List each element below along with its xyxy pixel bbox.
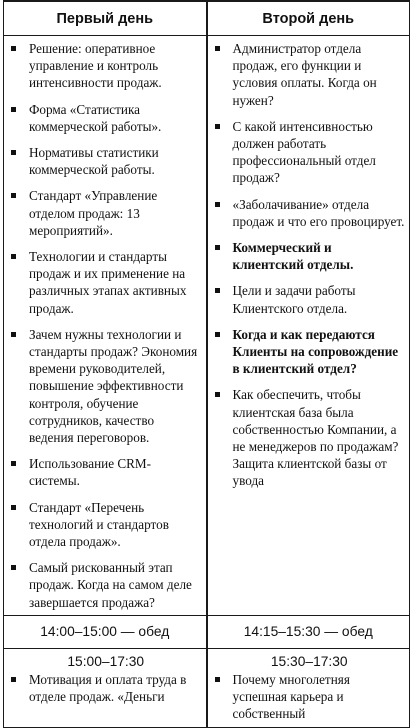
- day1-lunch: 14:00–15:00 — обед: [4, 615, 207, 648]
- list-item: [214, 196, 406, 230]
- list-item-text: Как обеспечить, чтобы клиентская база была собственностью Компании, а не менеджеров по продажам?: [232, 387, 399, 455]
- day2-lunch: 14:15–15:30 — обед: [207, 615, 410, 648]
- morning-row: [4, 36, 410, 616]
- square-bullet-icon: [11, 505, 16, 510]
- list-item-text: Самый рискованный этап продаж. Когда на самом деле завершается продажа?: [29, 560, 192, 610]
- list-item: [10, 671, 202, 705]
- list-item-text: Почему многолетняя успешная карьера и собственный: [232, 671, 350, 722]
- day2-topic-list: [214, 40, 406, 455]
- list-item-text: Решение: оперативное управление и контроль интенсивности продаж.: [29, 41, 162, 91]
- list-item: [214, 326, 406, 378]
- square-bullet-icon: [215, 202, 220, 207]
- day2-header: Второй день: [207, 1, 410, 36]
- list-item: [10, 187, 202, 239]
- day2-afternoon-list: [214, 671, 406, 723]
- list-item-text: Форма «Статистика коммерческой работы».: [29, 101, 162, 134]
- square-bullet-icon: [215, 288, 220, 293]
- list-item-text: С какой интенсивностью должен работать профессиональный отдел продаж?: [232, 118, 376, 186]
- square-bullet-icon: [215, 124, 220, 129]
- square-bullet-icon: [215, 245, 220, 250]
- square-bullet-icon: [11, 46, 16, 51]
- square-bullet-icon: [11, 565, 16, 570]
- day1-topics-cell: [4, 36, 207, 616]
- list-item: [10, 455, 202, 489]
- list-item: [10, 144, 202, 178]
- square-bullet-icon: [11, 677, 16, 682]
- list-item: [10, 101, 202, 135]
- day2-topics-cell: [207, 36, 410, 616]
- square-bullet-icon: [215, 392, 220, 397]
- day2-afternoon-cell: [207, 648, 410, 727]
- day1-afternoon-time: 15:00–17:30: [67, 653, 145, 669]
- list-item: [214, 118, 406, 187]
- day1-afternoon-list: [10, 671, 202, 705]
- list-item: [10, 326, 202, 446]
- list-item-text: Стандарт «Перечень технологий и стандартов отдела продаж».: [29, 499, 169, 550]
- list-item-text: Стандарт «Управление отделом продаж: 13 мероприятий».: [29, 188, 158, 238]
- list-item: [214, 282, 406, 316]
- list-item-text: Мотивация и оплата труда в отделе продаж. «Деньги: [29, 671, 187, 705]
- day1-afternoon-cell: [4, 648, 207, 727]
- square-bullet-icon: [215, 677, 220, 682]
- list-item: [214, 671, 406, 723]
- list-item-text: Администратор отдела продаж, его функции и условия оплаты. Когда он нужен?: [232, 41, 377, 108]
- list-item: [10, 248, 202, 317]
- square-bullet-icon: [11, 150, 16, 155]
- list-item-text: Коммерческий и клиентский отделы.: [232, 240, 354, 273]
- header-row: [4, 1, 410, 36]
- square-bullet-icon: [11, 107, 16, 112]
- afternoon-row: [4, 648, 410, 727]
- lunch-row: [4, 615, 410, 648]
- square-bullet-icon: [11, 254, 16, 259]
- list-item-text: Использование CRM-системы.: [29, 456, 152, 489]
- list-item: [10, 499, 202, 551]
- list-item: [10, 40, 202, 92]
- day1-header: Первый день: [4, 1, 207, 36]
- square-bullet-icon: [11, 461, 16, 466]
- list-item-text: Цели и задачи работы Клиентского отдела.: [232, 283, 356, 316]
- day1-topic-list: [10, 40, 202, 611]
- list-item: [10, 559, 202, 611]
- list-item-text: Технологии и стандарты продаж и их применение на различных этапах активных продаж.: [29, 249, 187, 316]
- list-item-text: «Заболачивание» отдела продаж и что его провоцирует.: [232, 196, 405, 229]
- list-item: [214, 239, 406, 273]
- square-bullet-icon: [215, 332, 220, 337]
- list-item: [214, 386, 406, 455]
- day2-extra-text: Защита клиентской базы от увода: [232, 456, 387, 489]
- square-bullet-icon: [11, 332, 16, 337]
- list-item-text: Зачем нужны технологии и стандарты продаж? Экономия времени руководителей, повышение эффективности контроля, обучение сотрудников, качество ведения переговоров.: [29, 326, 198, 446]
- list-item: [214, 40, 406, 109]
- day2-afternoon-time: 15:30–17:30: [270, 653, 348, 669]
- schedule-table: [3, 0, 410, 728]
- square-bullet-icon: [11, 193, 16, 198]
- square-bullet-icon: [215, 46, 220, 51]
- list-item-text: Нормативы статистики коммерческой работы.: [29, 145, 159, 178]
- list-item-text: Когда и как передаются Клиенты на сопровождение в клиентский отдел?: [232, 326, 399, 377]
